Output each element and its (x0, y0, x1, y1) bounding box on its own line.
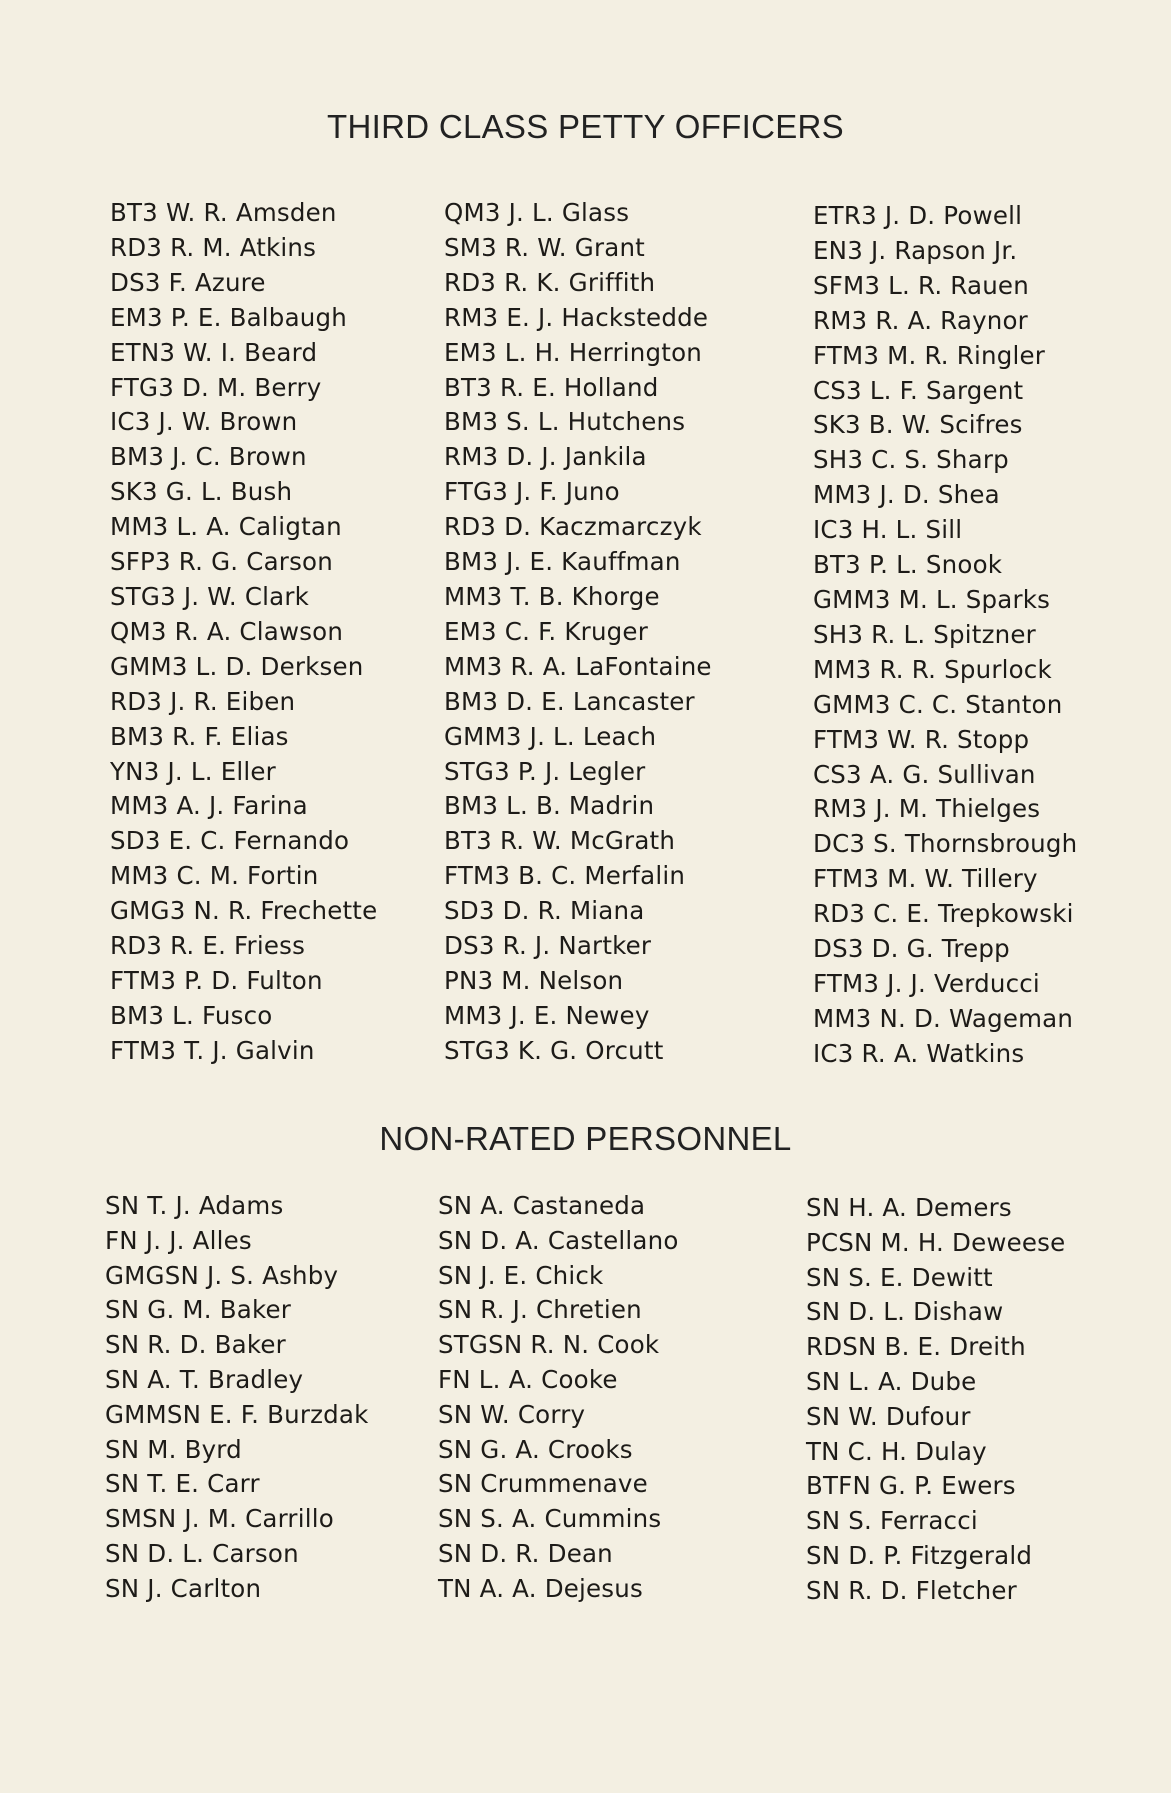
non-rated-column-2 (438, 1189, 679, 1607)
roster-entry: FTG3 J. F. Juno (444, 477, 620, 507)
non-rated-column-3 (806, 1191, 1065, 1609)
roster-entry: ETN3 W. I. Beard (110, 337, 318, 367)
roster-entry: SN R. J. Chretien (438, 1295, 642, 1325)
roster-entry: SFP3 R. G. Carson (110, 547, 333, 577)
roster-entry: SN W. Corry (438, 1399, 586, 1429)
roster-entry: FTM3 M. R. Ringler (813, 340, 1046, 370)
roster-entry: GMMSN E. F. Burzdak (105, 1399, 369, 1429)
roster-entry: SN G. M. Baker (105, 1295, 292, 1325)
roster-entry: SD3 D. R. Miana (444, 896, 645, 926)
roster-entry: TN A. A. Dejesus (438, 1573, 643, 1603)
roster-entry: RD3 J. R. Eiben (110, 686, 296, 716)
roster-entry: BT3 W. R. Amsden (110, 198, 337, 227)
roster-entry: SN Crummenave (438, 1469, 648, 1499)
roster-entry: MM3 L. A. Caligtan (110, 512, 342, 542)
roster-entry: SN S. A. Cummins (438, 1504, 662, 1534)
roster-entry: GMM3 L. D. Derksen (110, 651, 364, 681)
roster-entry: SN G. A. Crooks (438, 1434, 633, 1464)
roster-entry: SFM3 L. R. Rauen (813, 270, 1029, 300)
roster-entry: PN3 M. Nelson (444, 965, 624, 995)
roster-entry: DS3 R. J. Nartker (444, 931, 652, 961)
roster-entry: RD3 R. E. Friess (110, 931, 306, 961)
roster-entry: RD3 D. Kaczmarczyk (444, 512, 702, 542)
roster-entry: SN D. A. Castellano (438, 1225, 679, 1255)
roster-entry: RM3 E. J. Hackstedde (444, 302, 709, 332)
roster-entry: MM3 R. A. LaFontaine (444, 651, 712, 681)
roster-entry: EM3 P. E. Balbaugh (110, 302, 347, 332)
roster-entry: FTM3 M. W. Tillery (813, 864, 1038, 894)
roster-entry: YN3 J. L. Eller (110, 756, 276, 786)
roster-entry: FN L. A. Cooke (438, 1364, 618, 1394)
roster-entry: SN T. J. Adams (105, 1191, 284, 1220)
roster-entry: BM3 L. Fusco (110, 1000, 273, 1030)
roster-entry: RD3 C. E. Trepkowski (813, 899, 1074, 929)
roster-entry: BM3 S. L. Hutchens (444, 407, 686, 437)
roster-entry: STGSN R. N. Cook (438, 1330, 660, 1360)
roster-entry: GMM3 J. L. Leach (444, 721, 657, 751)
roster-entry: SD3 E. C. Fernando (110, 826, 350, 856)
roster-entry: BM3 R. F. Elias (110, 721, 289, 751)
roster-entry: CS3 L. F. Sargent (813, 375, 1024, 405)
roster-entry: GMGSN J. S. Ashby (105, 1260, 339, 1290)
roster-entry: SN J. Carlton (105, 1573, 262, 1603)
roster-entry: SN M. Byrd (105, 1434, 242, 1464)
roster-entry: FTM3 W. R. Stopp (813, 724, 1030, 754)
roster-entry: IC3 H. L. Sill (813, 515, 963, 545)
roster-entry: SN R. D. Baker (105, 1330, 286, 1360)
roster-entry: SN D. L. Carson (105, 1538, 299, 1568)
roster-entry: RM3 D. J. Jankila (444, 442, 647, 472)
roster-entry: FTM3 P. D. Fulton (110, 965, 323, 995)
roster-entry: SM3 R. W. Grant (444, 232, 645, 262)
section-title-petty-officers: THIRD CLASS PETTY OFFICERS (327, 108, 844, 145)
roster-entry: SN S. Ferracci (806, 1506, 978, 1536)
roster-entry: SN R. D. Fletcher (806, 1575, 1017, 1605)
roster-entry: BM3 D. E. Lancaster (444, 686, 695, 716)
roster-entry: BT3 R. E. Holland (444, 372, 659, 402)
roster-entry: FTG3 D. M. Berry (110, 372, 322, 402)
roster-entry: SH3 R. L. Spitzner (813, 619, 1036, 649)
roster-entry: BT3 P. L. Snook (813, 550, 1003, 580)
roster-entry: MM3 C. M. Fortin (110, 861, 319, 891)
roster-entry: IC3 R. A. Watkins (813, 1038, 1025, 1068)
roster-entry: DC3 S. Thornsbrough (813, 829, 1078, 859)
roster-entry: SN W. Dufour (806, 1401, 971, 1431)
roster-entry: QM3 J. L. Glass (444, 198, 630, 227)
roster-entry: SN H. A. Demers (806, 1193, 1012, 1222)
roster-entry: RD3 R. M. Atkins (110, 232, 317, 262)
roster-entry: EM3 C. F. Kruger (444, 616, 648, 646)
petty-officers-column-3 (813, 199, 1077, 1072)
roster-entry: MM3 J. D. Shea (813, 480, 1000, 510)
roster-entry: FTM3 J. J. Verducci (813, 968, 1040, 998)
roster-entry: SN D. P. Fitzgerald (806, 1540, 1033, 1570)
roster-entry: EN3 J. Rapson Jr. (813, 235, 1018, 265)
roster-entry: FTM3 B. C. Merfalin (444, 861, 686, 891)
roster-entry: CS3 A. G. Sullivan (813, 759, 1036, 789)
roster-entry: SN D. R. Dean (438, 1538, 613, 1568)
roster-entry: MM3 J. E. Newey (444, 1000, 650, 1030)
roster-entry: BT3 R. W. McGrath (444, 826, 676, 856)
roster-entry: SN J. E. Chick (438, 1260, 604, 1290)
petty-officers-column-2 (444, 196, 712, 1069)
roster-entry: SN A. Castaneda (438, 1191, 646, 1220)
roster-entry: STG3 J. W. Clark (110, 581, 310, 611)
roster-entry: SMSN J. M. Carrillo (105, 1504, 334, 1534)
section-title-non-rated: NON-RATED PERSONNEL (379, 1120, 792, 1157)
roster-entry: MM3 N. D. Wageman (813, 1003, 1074, 1033)
petty-officers-column-1 (110, 196, 377, 1069)
roster-entry: SK3 B. W. Scifres (813, 410, 1023, 440)
roster-entry: FTM3 T. J. Galvin (110, 1035, 315, 1065)
roster-entry: RD3 R. K. Griffith (444, 267, 656, 297)
roster-entry: GMM3 M. L. Sparks (813, 584, 1051, 614)
roster-entry: MM3 A. J. Farina (110, 791, 308, 821)
roster-entry: BM3 J. E. Kauffman (444, 547, 681, 577)
roster-entry: BM3 J. C. Brown (110, 442, 307, 472)
roster-entry: FN J. J. Alles (105, 1225, 252, 1255)
roster-entry: SK3 G. L. Bush (110, 477, 293, 507)
roster-entry: GMM3 C. C. Stanton (813, 689, 1063, 719)
non-rated-column-1 (105, 1189, 369, 1607)
roster-entry: SN A. T. Bradley (105, 1364, 304, 1394)
roster-entry: MM3 T. B. Khorge (444, 581, 660, 611)
roster-entry: RDSN B. E. Dreith (806, 1332, 1026, 1362)
roster-entry: IC3 J. W. Brown (110, 407, 298, 437)
roster-entry: SN D. L. Dishaw (806, 1297, 1004, 1327)
roster-entry: STG3 K. G. Orcutt (444, 1035, 664, 1065)
roster-entry: QM3 R. A. Clawson (110, 616, 344, 646)
roster-entry: STG3 P. J. Legler (444, 756, 646, 786)
roster-entry: RM3 J. M. Thielges (813, 794, 1041, 824)
roster-entry: TN C. H. Dulay (806, 1436, 987, 1466)
roster-entry: SN S. E. Dewitt (806, 1262, 993, 1292)
roster-entry: DS3 D. G. Trepp (813, 934, 1010, 964)
roster-entry: ETR3 J. D. Powell (813, 201, 1023, 230)
roster-entry: RM3 R. A. Raynor (813, 305, 1028, 335)
roster-entry: SH3 C. S. Sharp (813, 445, 1009, 475)
roster-entry: GMG3 N. R. Frechette (110, 896, 378, 926)
roster-entry: SN T. E. Carr (105, 1469, 260, 1499)
roster-entry: PCSN M. H. Deweese (806, 1227, 1066, 1257)
roster-entry: DS3 F. Azure (110, 267, 266, 297)
roster-entry: EM3 L. H. Herrington (444, 337, 703, 367)
roster-entry: BM3 L. B. Madrin (444, 791, 655, 821)
roster-entry: SN L. A. Dube (806, 1366, 977, 1396)
roster-entry: MM3 R. R. Spurlock (813, 654, 1052, 684)
roster-entry: BTFN G. P. Ewers (806, 1471, 1016, 1501)
